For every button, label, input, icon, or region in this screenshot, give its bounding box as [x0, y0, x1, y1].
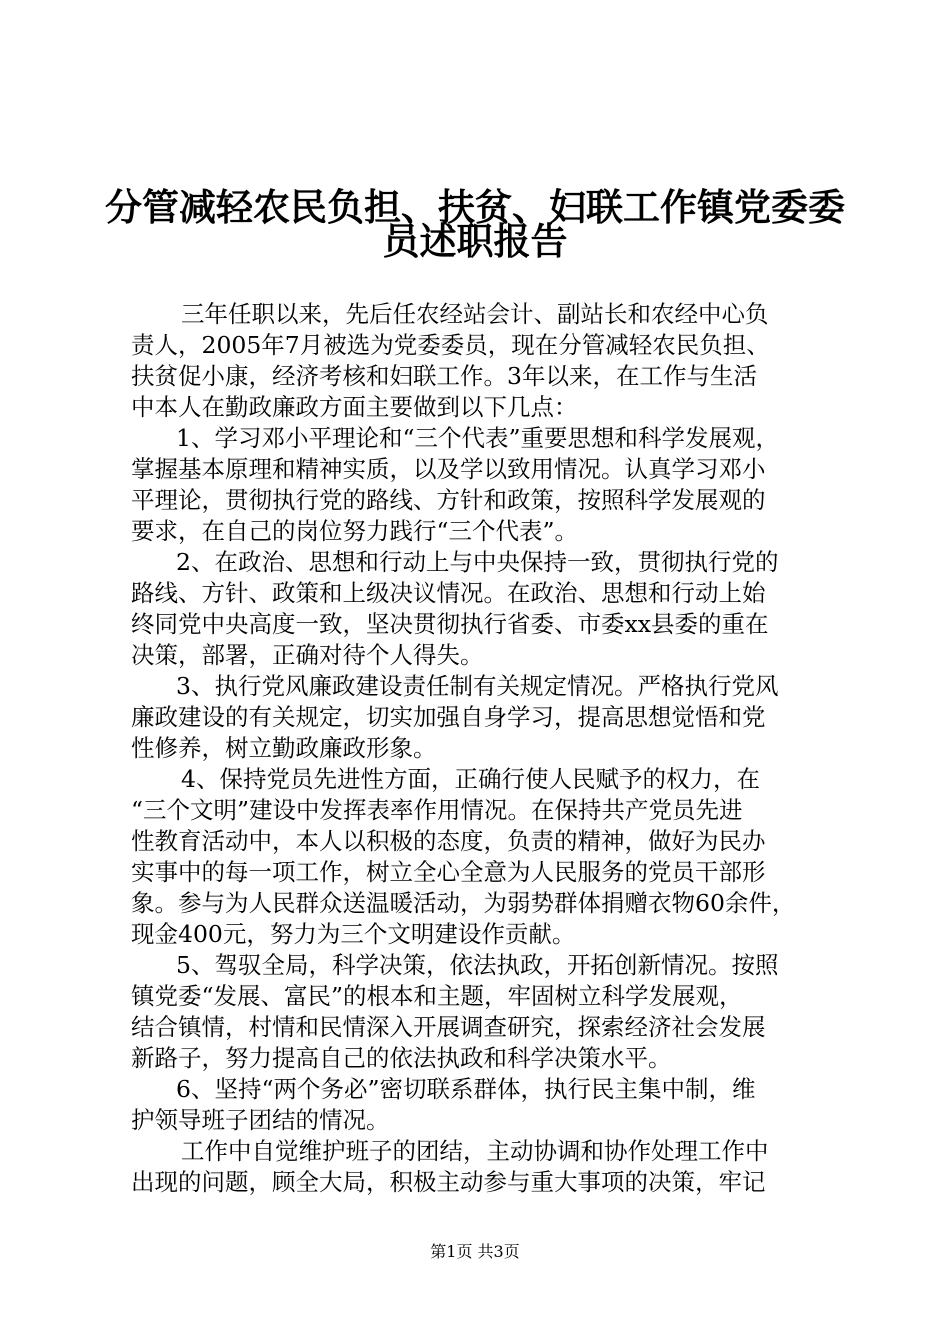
- body-line: 责人，2005年7月被选为党委委员，现在分管减轻农民负担、: [131, 331, 770, 359]
- body-line: 实事中的每一项工作，树立全心全意为人民服务的党员干部形: [131, 858, 766, 886]
- body-line: “三个文明”建设中发挥表率作用情况。在保持共产党员先进: [131, 796, 743, 824]
- body-line: 廉政建设的有关规定，切实加强自身学习，提高思想觉悟和党: [131, 703, 766, 731]
- body-line: 6、坚持“两个务必”密切联系群体，执行民主集中制，维: [176, 1075, 756, 1103]
- body-line: 平理论，贯彻执行党的路线、方针和政策，按照科学发展观的: [131, 486, 766, 514]
- document-title-line-2: 员述职报告: [382, 220, 568, 263]
- body-line: 性修养，树立勤政廉政形象。: [131, 734, 437, 762]
- page-number-footer: 第1页 共3页: [430, 1242, 520, 1261]
- body-line: 1、学习邓小平理论和“三个代表”重要思想和科学发展观，: [176, 424, 779, 452]
- body-line: 象。参与为人民群众送温暖活动，为弱势群体捐赠衣物60余件，: [131, 889, 796, 917]
- body-line: 性教育活动中，本人以积极的态度，负责的精神，做好为民办: [131, 827, 766, 855]
- body-line: 终同党中央高度一致，坚决贯彻执行省委、市委xx县委的重在: [131, 610, 769, 638]
- body-line: 工作中自觉维护班子的团结，主动协调和协作处理工作中: [181, 1137, 769, 1165]
- body-line: 三年任职以来，先后任农经站会计、副站长和农经中心负: [181, 300, 769, 328]
- body-line: 中本人在勤政廉政方面主要做到以下几点：: [131, 393, 578, 421]
- body-line: 2、在政治、思想和行动上与中央保持一致，贯彻执行党的: [176, 548, 779, 576]
- document-title-line-1: 分管减轻农民负担、扶贫、妇联工作镇党委委: [105, 186, 845, 229]
- body-line: 决策，部署，正确对待个人得失。: [131, 641, 484, 669]
- body-line: 扶贫促小康，经济考核和妇联工作。3年以来，在工作与生活: [131, 362, 757, 390]
- body-line: 路线、方针、政策和上级决议情况。在政治、思想和行动上始: [131, 579, 766, 607]
- body-line: 新路子，努力提高自己的依法执政和科学决策水平。: [131, 1044, 672, 1072]
- body-line: 镇党委“发展、富民”的根本和主题，牢固树立科学发展观，: [131, 982, 743, 1010]
- body-line: 3、执行党风廉政建设责任制有关规定情况。严格执行党风: [176, 672, 779, 700]
- body-line: 现金400元，努力为三个文明建设作贡献。: [131, 920, 576, 948]
- body-line: 4、保持党员先进性方面，正确行使人民赋予的权力，在: [181, 765, 760, 793]
- body-line: 5、驾驭全局，科学决策，依法执政，开拓创新情况。按照: [176, 951, 779, 979]
- body-line: 结合镇情，村情和民情深入开展调查研究，探索经济社会发展: [131, 1013, 766, 1041]
- body-line: 要求，在自己的岗位努力践行“三个代表”。: [131, 517, 579, 545]
- body-line: 出现的问题，顾全大局，积极主动参与重大事项的决策，牢记: [131, 1168, 766, 1196]
- body-line: 掌握基本原理和精神实质，以及学以致用情况。认真学习邓小: [131, 455, 766, 483]
- body-line: 护领导班子团结的情况。: [131, 1106, 390, 1134]
